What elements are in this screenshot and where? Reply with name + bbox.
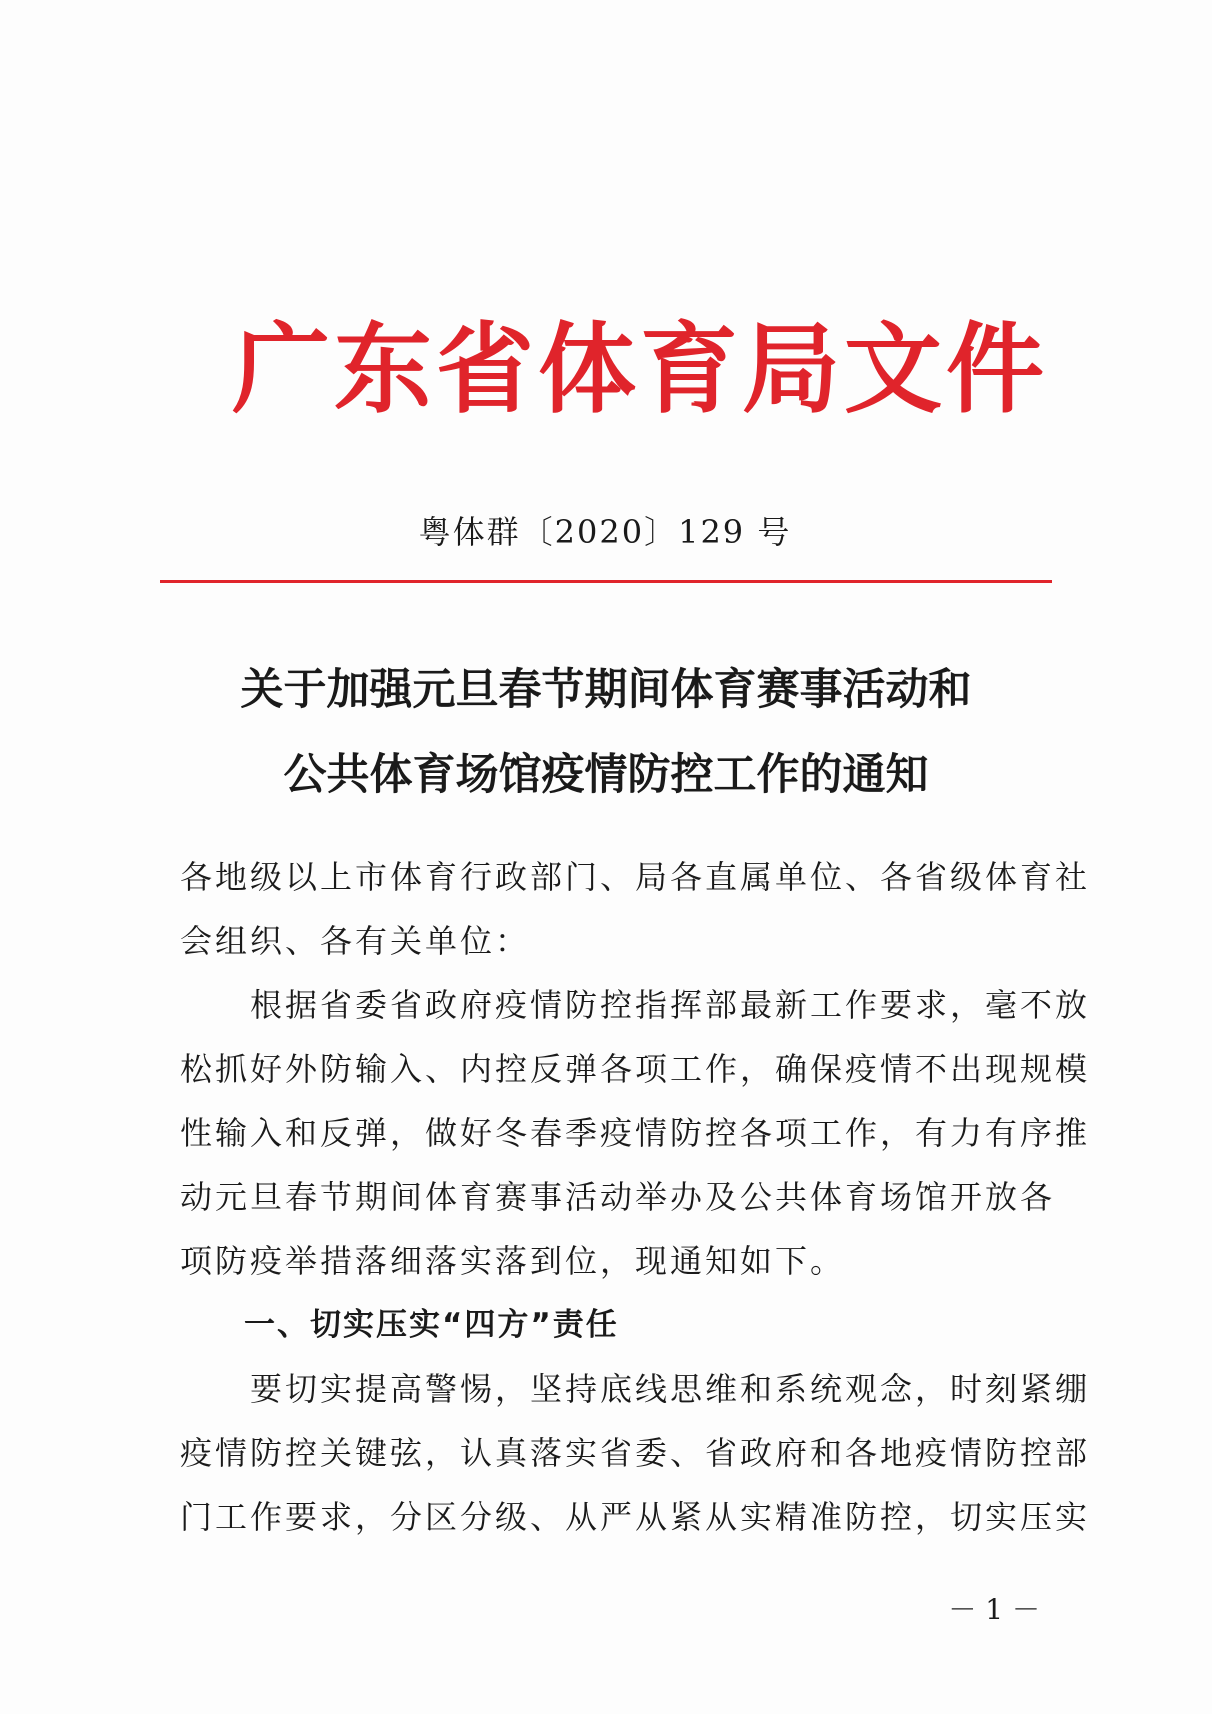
body-line: 各地级以上市体育行政部门、局各直属单位、各省级体育社: [180, 858, 1091, 896]
notice-title-line-2: 公共体育场馆疫情防控工作的通知: [283, 750, 929, 800]
body-line: 性输入和反弹，做好冬春季疫情防控各项工作，有力有序推: [180, 1114, 1091, 1152]
body-line: 根据省委省政府疫情防控指挥部最新工作要求，毫不放: [180, 986, 1091, 1024]
body-line: 门工作要求，分区分级、从严从紧从实精准防控，切实压实: [180, 1498, 1091, 1536]
document-number: 粤体群〔2020〕129 号: [418, 513, 792, 551]
section-heading: 一、切实压实“四方”责任: [244, 1307, 619, 1343]
notice-title-line-1: 关于加强元旦春节期间体育赛事活动和: [240, 665, 972, 715]
body-line: 动元旦春节期间体育赛事活动举办及公共体育场馆开放各: [180, 1178, 1056, 1216]
body-line: 项防疫举措落细落实落到位，现通知如下。: [180, 1242, 846, 1280]
page-number: － 1 －: [948, 1593, 1040, 1626]
body-line: 要切实提高警惕，坚持底线思维和系统观念，时刻紧绷: [180, 1370, 1091, 1408]
body-line: 疫情防控关键弦，认真落实省委、省政府和各地疫情防控部: [180, 1434, 1091, 1472]
body-line: 会组织、各有关单位：: [180, 922, 531, 960]
red-divider-line: [160, 580, 1052, 583]
letterhead-title: 广东省体育局文件: [232, 313, 1049, 427]
body-line: 松抓好外防输入、内控反弹各项工作，确保疫情不出现规模: [180, 1050, 1091, 1088]
